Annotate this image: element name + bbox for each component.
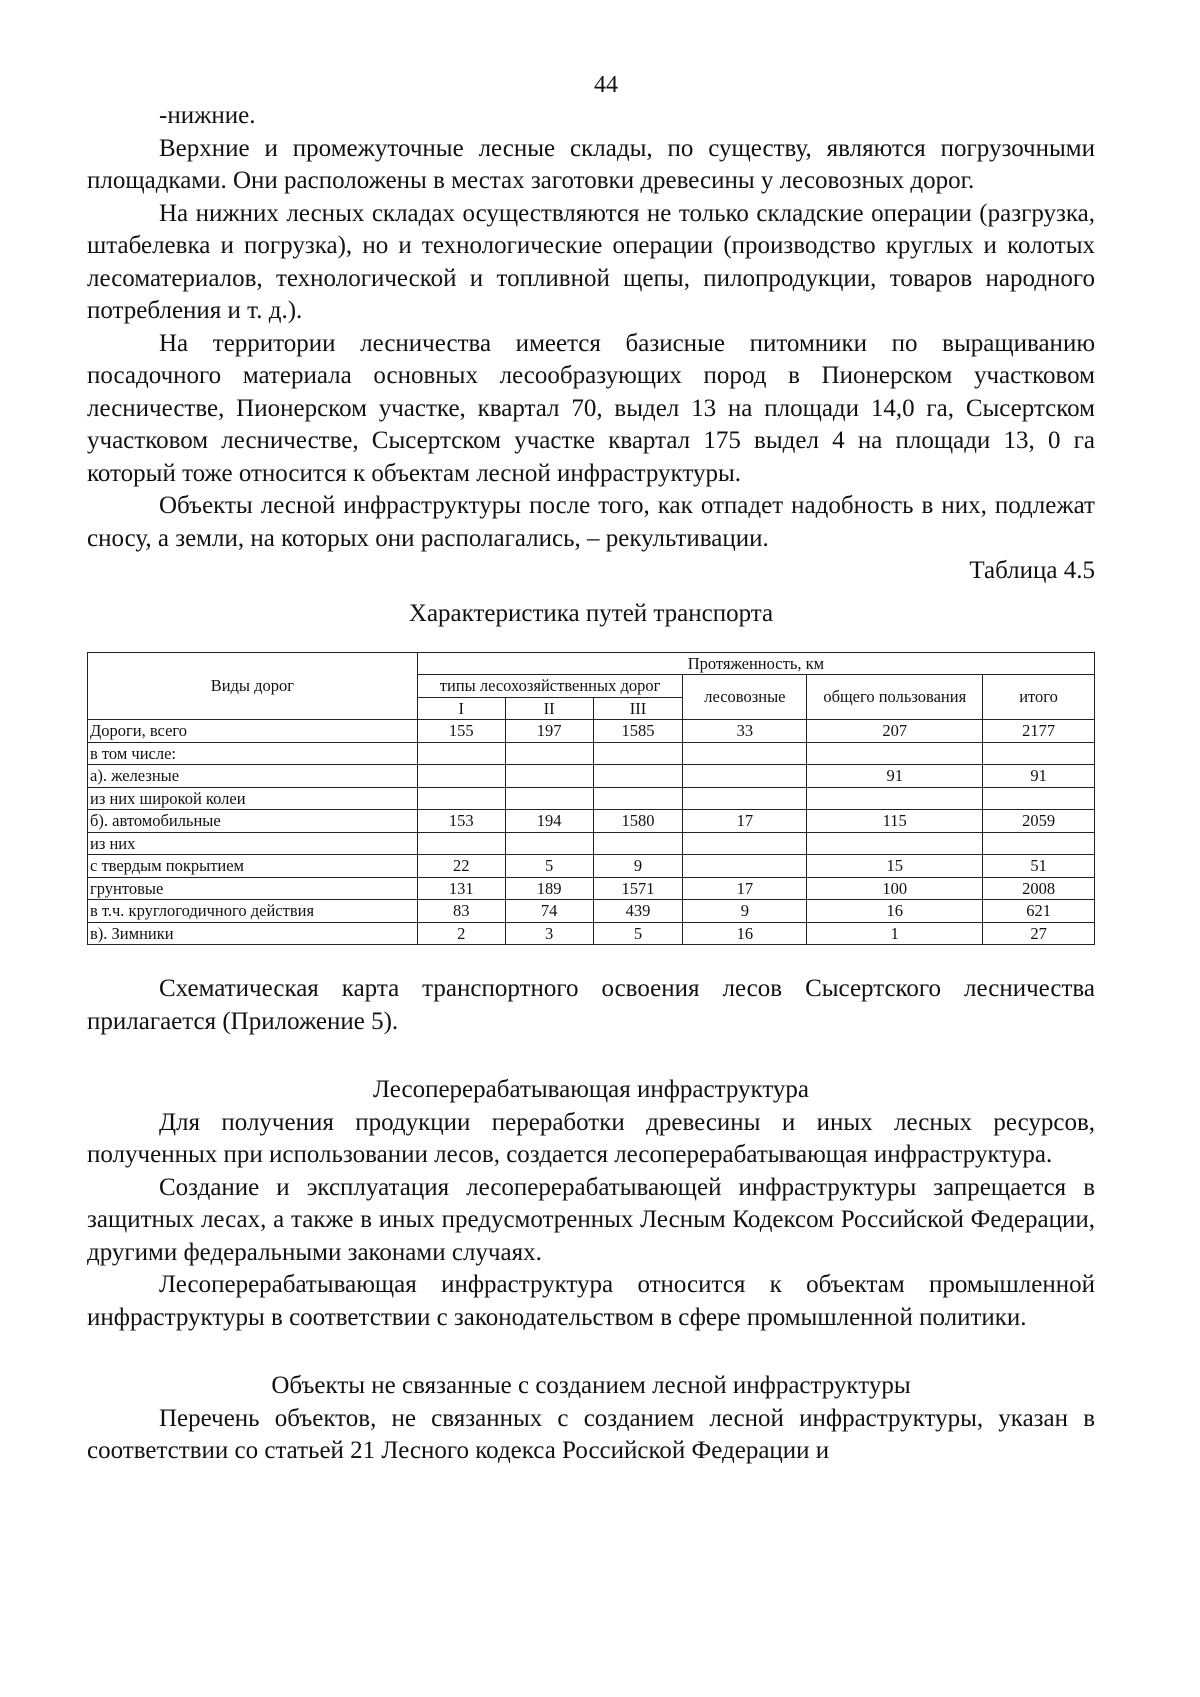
- cell-t3: [593, 742, 683, 765]
- row-label: в). Зимники: [88, 922, 418, 945]
- header-road-types: Виды дорог: [88, 652, 418, 720]
- cell-t1: 83: [417, 900, 505, 923]
- paragraph: Для получения продукции переработки древесины и иных лесных ресурсов, полученных при использовании лесов, создается лесоперерабатывающая инфраструктура.: [87, 1108, 1095, 1168]
- cell-public: [807, 742, 983, 765]
- cell-total: 621: [983, 900, 1095, 923]
- header-forestry-types: типы лесохозяйственных дорог: [417, 675, 683, 698]
- cell-t2: 3: [505, 922, 593, 945]
- table-row: [88, 877, 1095, 900]
- cell-t1: [417, 742, 505, 765]
- cell-public: 207: [807, 720, 983, 743]
- cell-total: 27: [983, 922, 1095, 945]
- cell-public: 91: [807, 765, 983, 788]
- cell-public: 115: [807, 810, 983, 833]
- row-label: в том числе:: [88, 742, 418, 765]
- paragraph: -нижние.: [159, 102, 256, 129]
- cell-public: 1: [807, 922, 983, 945]
- cell-logging: 33: [683, 720, 807, 743]
- row-label: Дороги, всего: [88, 720, 418, 743]
- header-total: итого: [983, 675, 1095, 720]
- cell-logging: 17: [683, 877, 807, 900]
- table-row: [88, 810, 1095, 833]
- cell-logging: 16: [683, 922, 807, 945]
- cell-public: 16: [807, 900, 983, 923]
- table-row: [88, 922, 1095, 945]
- cell-logging: [683, 742, 807, 765]
- cell-t3: [593, 787, 683, 810]
- cell-public: [807, 832, 983, 855]
- cell-t1: [417, 832, 505, 855]
- cell-total: 51: [983, 855, 1095, 878]
- cell-t2: [505, 742, 593, 765]
- row-label: из них широкой колеи: [88, 787, 418, 810]
- cell-total: [983, 832, 1095, 855]
- cell-t3: 1585: [593, 720, 683, 743]
- section-heading-unrelated: Объекты не связанные с созданием лесной инфраструктуры: [271, 1372, 911, 1399]
- header-type-3: III: [593, 697, 683, 720]
- table-row: [88, 787, 1095, 810]
- paragraph: Верхние и промежуточные лесные склады, по существу, являются погрузочными площадками. Они расположены в местах заготовки древесины у лесовозных дорог.: [87, 134, 1095, 194]
- paragraph-map: Схематическая карта транспортного освоения лесов Сысертского лесничества прилагается (Приложение 5).: [87, 975, 1095, 1035]
- cell-public: 100: [807, 877, 983, 900]
- paragraph: На нижних лесных складах осуществляются не только складские операции (разгрузка, штабелевка и погрузка), но и технологические операции (производство круглых и колотых лесоматериалов, технологической и топливной щепы, пилопродукции, товаров народного потребления и т. д.).: [87, 199, 1095, 324]
- cell-total: 2177: [983, 720, 1095, 743]
- cell-t2: 189: [505, 877, 593, 900]
- page-number: 44: [594, 72, 618, 98]
- table-caption: Характеристика путей транспорта: [408, 599, 774, 627]
- cell-t3: [593, 765, 683, 788]
- cell-t3: 9: [593, 855, 683, 878]
- cell-logging: 9: [683, 900, 807, 923]
- cell-t1: 2: [417, 922, 505, 945]
- cell-t2: 74: [505, 900, 593, 923]
- table-row: [88, 855, 1095, 878]
- paragraph: На территории лесничества имеется базисные питомники по выращиванию посадочного материала основных лесообразующих пород в Пионерском участковом лесничестве, Пионерском участке, квартал 70, выдел 13 на площади 14,0 га, Сысертском участковом лесничестве, Сысертском участке квартал 175 выдел 4 на площади 13, 0 га который тоже относится к объектам лесной инфраструктуры.: [87, 329, 1095, 487]
- paragraph: Перечень объектов, не связанных с созданием лесной инфраструктуры, указан в соответствии со статьей 21 Лесного кодекса Российской Федерации и: [87, 1404, 1095, 1464]
- cell-t2: 197: [505, 720, 593, 743]
- row-label: с твердым покрытием: [88, 855, 418, 878]
- row-label: б). автомобильные: [88, 810, 418, 833]
- cell-total: [983, 742, 1095, 765]
- row-label: из них: [88, 832, 418, 855]
- table-row: [88, 720, 1095, 743]
- cell-logging: 17: [683, 810, 807, 833]
- cell-t3: 1571: [593, 877, 683, 900]
- header-type-2: II: [505, 697, 593, 720]
- row-label: а). железные: [88, 765, 418, 788]
- cell-total: 2008: [983, 877, 1095, 900]
- cell-t1: 22: [417, 855, 505, 878]
- cell-logging: [683, 855, 807, 878]
- cell-t1: 153: [417, 810, 505, 833]
- cell-logging: [683, 787, 807, 810]
- section-heading-processing: Лесоперерабатывающая инфраструктура: [372, 1076, 810, 1103]
- row-label: в т.ч. круглогодичного действия: [88, 900, 418, 923]
- cell-t1: 131: [417, 877, 505, 900]
- table-row: [88, 900, 1095, 923]
- paragraph: Лесоперерабатывающая инфраструктура относится к объектам промышленной инфраструктуры в соответствии с законодательством в сфере промышленной политики.: [87, 1271, 1095, 1331]
- row-label: грунтовые: [88, 877, 418, 900]
- table-row: [88, 742, 1095, 765]
- table-label: Таблица 4.5: [969, 557, 1095, 584]
- cell-t2: [505, 787, 593, 810]
- document-page: [87, 70, 1095, 1468]
- cell-t1: [417, 765, 505, 788]
- cell-t2: 194: [505, 810, 593, 833]
- paragraph: Объекты лесной инфраструктуры после того, как отпадет надобность в них, подлежат сносу, а земли, на которых они располагались, – рекультивации.: [87, 492, 1095, 552]
- header-logging: лесовозные: [683, 675, 807, 720]
- cell-t3: 5: [593, 922, 683, 945]
- cell-t3: [593, 832, 683, 855]
- cell-logging: [683, 832, 807, 855]
- cell-total: [983, 787, 1095, 810]
- header-type-1: I: [417, 697, 505, 720]
- header-public: общего пользования: [807, 675, 983, 720]
- cell-t2: [505, 765, 593, 788]
- cell-total: 2059: [983, 810, 1095, 833]
- header-length: Протяженность, км: [417, 652, 1094, 675]
- cell-t3: 1580: [593, 810, 683, 833]
- cell-total: 91: [983, 765, 1095, 788]
- cell-t2: [505, 832, 593, 855]
- cell-t3: 439: [593, 900, 683, 923]
- table-body: [88, 720, 1095, 945]
- cell-t2: 5: [505, 855, 593, 878]
- paragraph: Создание и эксплуатация лесоперерабатывающей инфраструктуры запрещается в защитных лесах, а также в иных предусмотренных Лесным Кодексом Российской Федерации, другими федеральными законами случаях.: [87, 1173, 1095, 1266]
- cell-t1: 155: [417, 720, 505, 743]
- cell-public: 15: [807, 855, 983, 878]
- cell-t1: [417, 787, 505, 810]
- table-row: [88, 765, 1095, 788]
- cell-logging: [683, 765, 807, 788]
- table-row: [88, 832, 1095, 855]
- cell-public: [807, 787, 983, 810]
- transport-table: [87, 652, 1095, 946]
